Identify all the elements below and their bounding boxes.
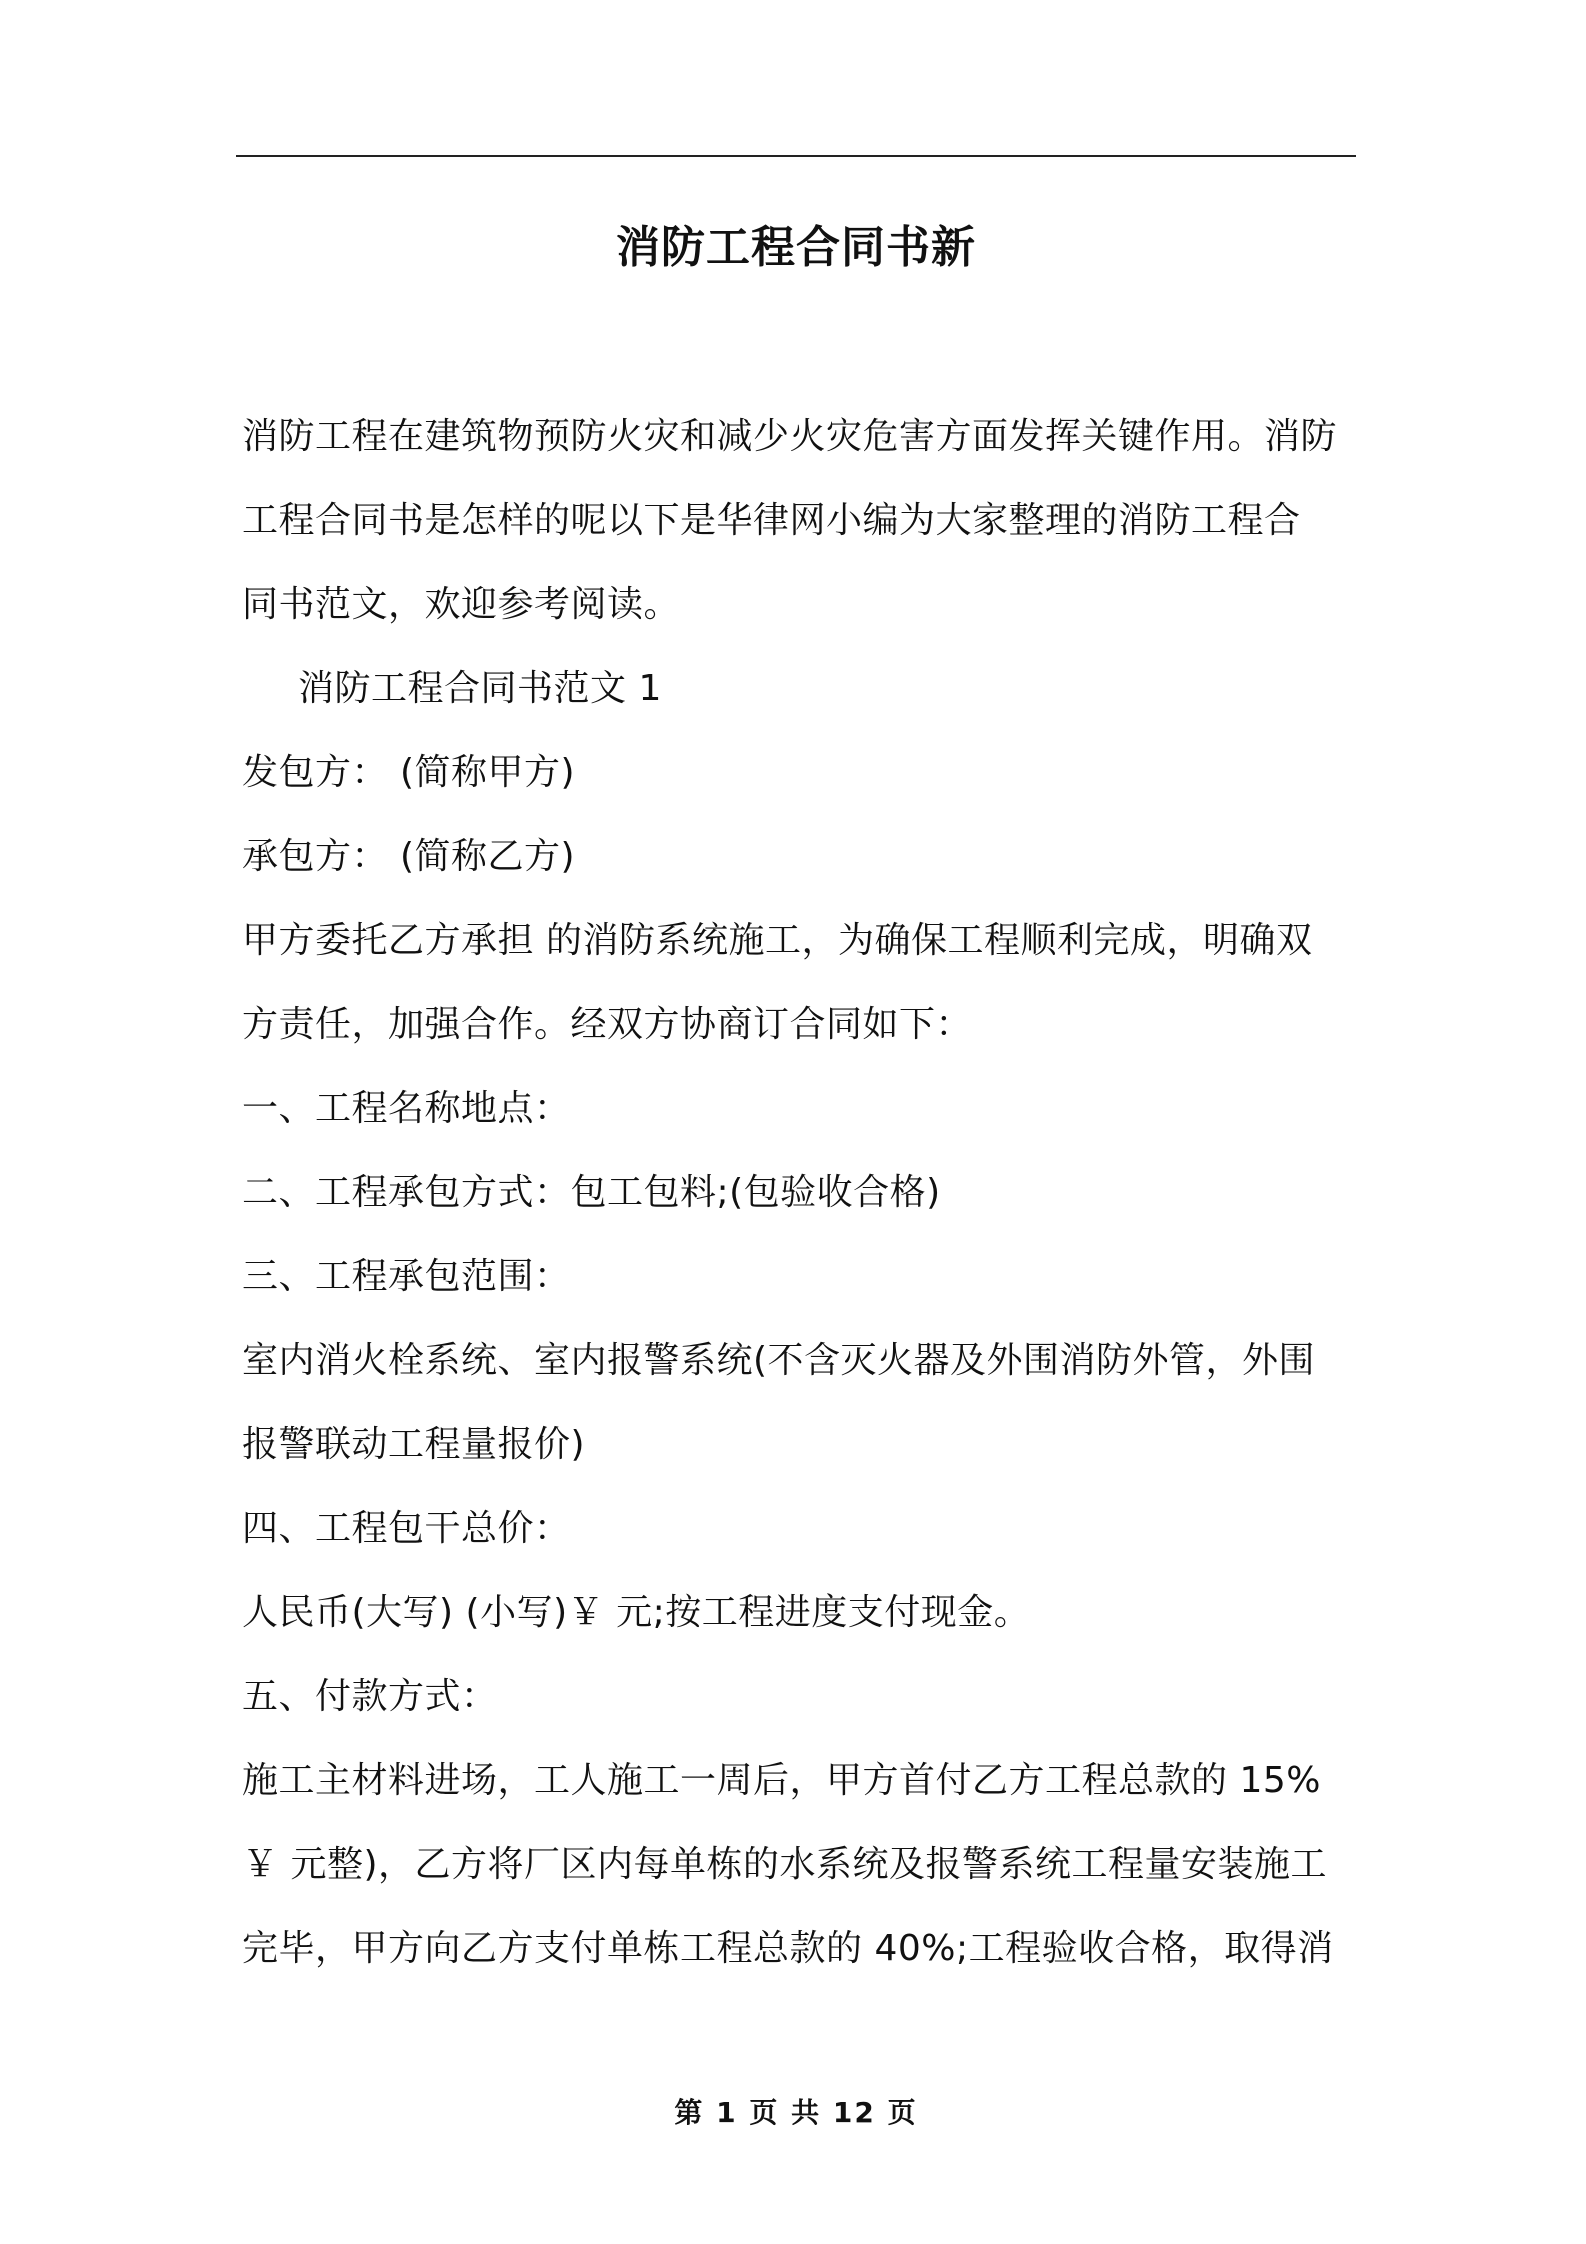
clause-heading: 四、工程包干总价： — [242, 1508, 571, 1549]
body-line: 施工主材料进场，工人施工一周后，甲方首付乙方工程总款的 15% — [242, 1760, 1321, 1801]
body-line: 发包方： (简称甲方) — [242, 752, 576, 793]
clause-heading: 一、工程名称地点： — [242, 1088, 571, 1129]
body-line: 报警联动工程量报价) — [242, 1424, 586, 1465]
body-line: ￥ 元整)，乙方将厂区内每单栋的水系统及报警系统工程量安装施工 — [242, 1844, 1327, 1885]
page-number-footer: 第 1 页 共 12 页 — [674, 2096, 918, 2129]
clause-heading: 二、工程承包方式：包工包料;(包验收合格) — [242, 1172, 941, 1213]
body-line: 甲方委托乙方承担 的消防系统施工，为确保工程顺利完成，明确双 — [242, 920, 1313, 961]
section-heading: 消防工程合同书范文 1 — [298, 668, 662, 709]
body-line: 消防工程在建筑物预防火灾和减少火灾危害方面发挥关键作用。消防 — [242, 416, 1338, 457]
body-line: 同书范文，欢迎参考阅读。 — [242, 584, 681, 625]
document-title: 消防工程合同书新 — [616, 222, 976, 273]
body-line: 完毕，甲方向乙方支付单栋工程总款的 40%;工程验收合格，取得消 — [242, 1928, 1334, 1969]
body-line: 承包方： (简称乙方) — [242, 836, 576, 877]
header-rule — [236, 155, 1356, 157]
body-line: 人民币(大写) (小写)￥ 元;按工程进度支付现金。 — [242, 1592, 1031, 1633]
body-line: 室内消火栓系统、室内报警系统(不含灭火器及外围消防外管，外围 — [242, 1340, 1316, 1381]
body-line: 方责任，加强合作。经双方协商订合同如下： — [242, 1004, 973, 1045]
body-line: 工程合同书是怎样的呢以下是华律网小编为大家整理的消防工程合 — [242, 500, 1301, 541]
clause-heading: 三、工程承包范围： — [242, 1256, 571, 1297]
clause-heading: 五、付款方式： — [242, 1676, 498, 1717]
